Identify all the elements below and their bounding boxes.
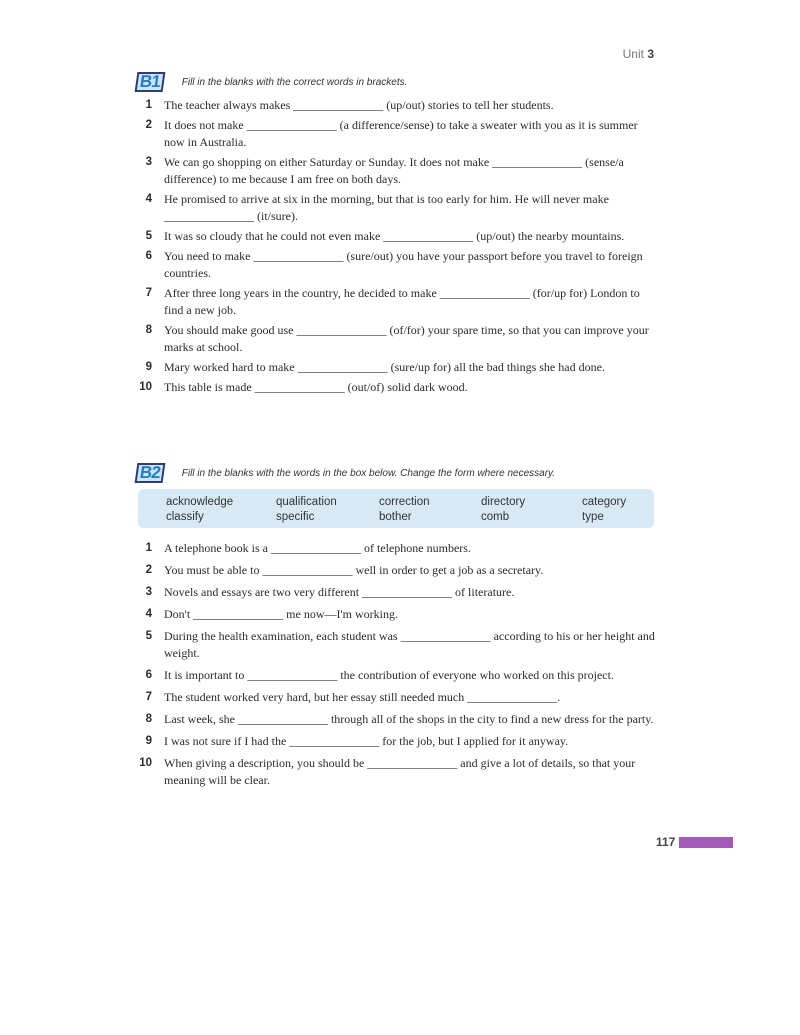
section-b1-header [136,72,407,92]
list-item: 9 Mary worked hard to make _______________ (sure/up for) all the bad things she had done. [145,360,605,374]
list-item: 3 We can go shopping on either Saturday or Sunday. It does not make _______________ (sense/a difference) to me because I am free on both days. [145,155,624,186]
section-b2-header [136,463,555,483]
section-b1-instruction: Fill in the blanks with the correct words in brackets. [181,76,408,88]
list-item: 7 After three long years in the country, he decided to make _______________ (for/up for) London to find a new job. [145,286,640,317]
word-box-item: comb [481,511,510,523]
page-number: 117 [656,835,733,849]
list-item: 1 A telephone book is a _______________ of telephone numbers. [145,541,471,555]
page-number-bar [679,837,733,848]
list-item: 1 The teacher always makes _______________ (up/out) stories to tell her students. [145,98,554,112]
word-box-item: category [582,496,627,508]
list-item: 6 You need to make _______________ (sure/out) you have your passport before you travel to foreign countries. [145,249,643,280]
word-box-item: classify [166,511,204,523]
list-item: 9 I was not sure if I had the _______________ for the job, but I applied for it anyway. [145,734,569,748]
list-item: 3 Novels and essays are two very different _______________ of literature. [145,585,515,599]
list-item: 2 It does not make _______________ (a difference/sense) to take a sweater with you as it is summer now in Australia. [145,118,638,149]
section-b2-badge: B2 [135,463,166,483]
list-item: 10 When giving a description, you should be _______________ and give a lot of details, so that your meaning will be clear. [139,756,636,787]
list-item: 5 It was so cloudy that he could not even make _______________ (up/out) the nearby mountains. [145,229,625,243]
list-item: 5 During the health examination, each student was _______________ according to his or her height and weight. [145,629,655,660]
word-box-item: qualification [276,496,337,508]
list-item: 4 He promised to arrive at six in the morning, but that is too early for him. He will never make _______________ (it/sure). [145,192,609,223]
list-item: 8 Last week, she _______________ through all of the shops in the city to find a new dress for the party. [145,712,654,726]
section-b2-instruction: Fill in the blanks with the words in the box below. Change the form where necessary. [181,467,556,479]
word-box-item: correction [379,496,430,508]
word-box-item: acknowledge [166,496,234,508]
section-b1-list [136,97,656,396]
section-b2-list [136,540,656,789]
list-item: 4 Don't _______________ me now—I'm working. [145,607,398,621]
unit-label: Unit 3 [622,47,654,61]
list-item: 6 It is important to _______________ the contribution of everyone who worked on this project. [145,668,614,682]
word-box-item: type [582,511,604,523]
list-item: 10 This table is made _______________ (out/of) solid dark wood. [139,380,468,394]
word-box-item: bother [379,511,412,523]
unit-number: 3 [647,47,654,61]
list-item: 8 You should make good use _______________ (of/for) your spare time, so that you can improve your marks at school. [145,323,649,354]
list-item: 7 The student worked very hard, but her essay still needed much _______________. [145,690,561,704]
section-b1-badge: B1 [135,72,166,92]
word-box-item: specific [276,511,315,523]
list-item: 2 You must be able to _______________ well in order to get a job as a secretary. [145,563,544,577]
word-box [138,489,654,528]
word-box-item: directory [481,496,526,508]
